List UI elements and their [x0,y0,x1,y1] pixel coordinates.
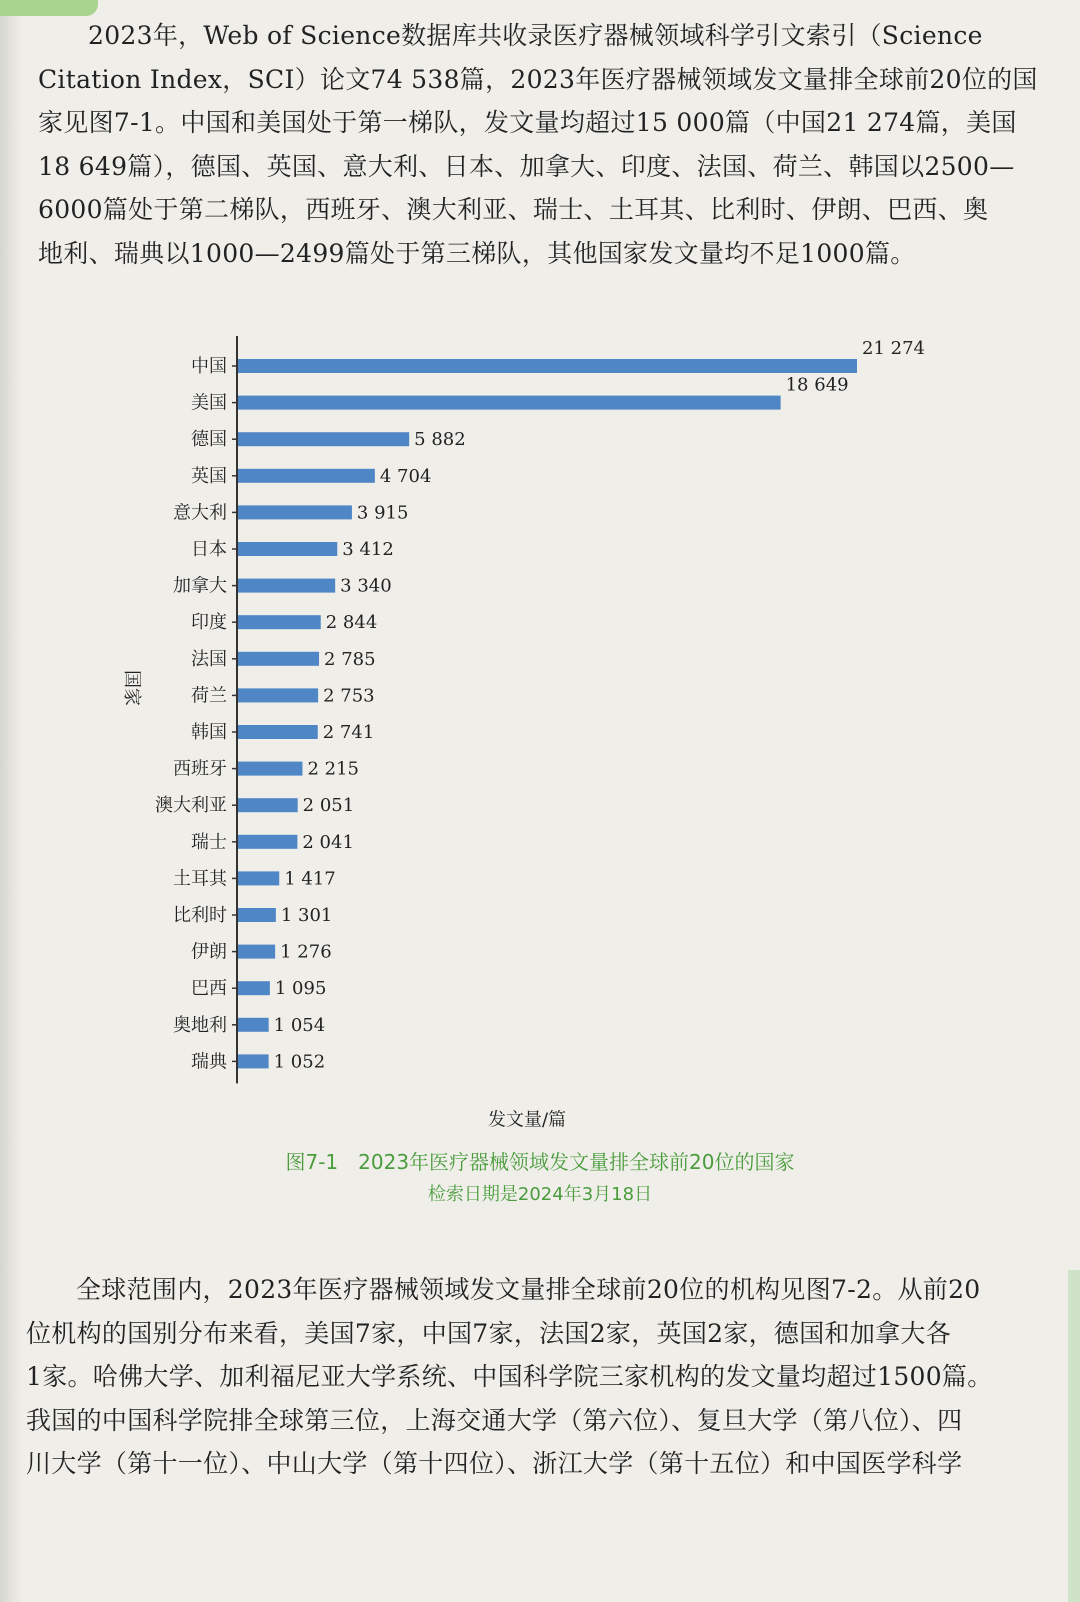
category-label: 西班牙 [173,758,227,780]
bar [238,542,337,556]
text-line: 18 649篇），德国、英国、意大利、日本、加拿大、印度、法国、荷兰、韩国以2500— [38,151,1015,181]
text-line: 地利、瑞典以1000—2499篇处于第三梯队，其他国家发文量均不足1000篇。 [38,238,916,268]
value-label: 2 785 [324,648,376,670]
text-line: 全球范围内，2023年医疗器械领域发文量排全球前20位的机构见图7-2。从前20 [76,1275,981,1304]
intro-paragraph [38,14,1038,275]
figure-caption-subtitle: 检索日期是2024年3月18日 [427,1184,653,1205]
bar [238,908,276,922]
category-label: 意大利 [173,502,227,524]
text-line: 位机构的国别分布来看，美国7家，中国7家，法国2家，英国2家，德国和加拿大各 [26,1318,952,1348]
text-line: 我国的中国科学院排全球第三位，上海交通大学（第六位）、复旦大学（第八位）、四 [26,1405,963,1435]
category-label: 土耳其 [173,868,227,890]
value-label: 2 051 [302,795,355,817]
category-label: 美国 [191,392,227,414]
category-label: 巴西 [191,978,227,1000]
y-axis-title: 国家 [121,670,142,706]
bar [238,1054,269,1068]
bar [238,615,321,629]
bar [238,579,335,593]
bar [238,469,375,483]
value-label: 4 704 [379,465,432,487]
value-label: 1 417 [284,868,336,890]
value-label: 2 215 [307,758,359,780]
category-label: 印度 [191,612,227,634]
value-label: 2 753 [323,685,375,707]
x-axis-title: 发文量/篇 [487,1109,567,1131]
category-label: 比利时 [173,905,227,926]
bar [238,359,857,373]
value-label: 3 412 [342,539,394,560]
category-label: 澳大利亚 [155,795,227,817]
bar [238,652,319,666]
category-label: 法国 [191,648,227,670]
value-label: 2 741 [322,722,375,743]
text-line: Citation Index，SCI）论文74 538篇，2023年医疗器械领域发文量排全球前20位的国 [38,64,1038,94]
category-label: 伊朗 [191,941,227,963]
category-label: 奥地利 [173,1014,227,1036]
bar [238,871,279,885]
category-label: 德国 [191,429,227,451]
text-line: 1家。哈佛大学、加利福尼亚大学系统、中国科学院三家机构的发文量均超过1500篇。 [26,1362,993,1391]
bar [238,432,409,446]
text-line: 2023年，Web of Science数据库共收录医疗器械领域科学引文索引（Science [88,21,983,50]
bar [238,945,275,959]
value-label: 1 095 [274,978,327,1000]
value-label: 1 301 [280,905,333,926]
text-line: 川大学（第十一位）、中山大学（第十四位）、浙江大学（第十五位）和中国医学科学 [26,1449,963,1478]
value-label: 1 276 [280,941,332,963]
value-label: 2 041 [302,831,354,853]
category-label: 中国 [191,356,227,377]
value-label: 1 054 [273,1014,326,1036]
category-label: 加拿大 [173,575,227,597]
bar [238,688,318,702]
category-label: 瑞士 [191,831,227,853]
bar [238,505,352,519]
value-label: 3 915 [356,502,409,524]
bar [238,725,318,739]
bar [238,835,297,849]
value-label: 2 844 [325,612,378,634]
value-label: 18 649 [785,374,849,396]
text-line: 6000篇处于第二梯队，西班牙、澳大利亚、瑞士、土耳其、比利时、伊朗、巴西、奥 [38,195,989,224]
page-edge-right [1068,1270,1080,1602]
category-label: 英国 [191,465,227,487]
value-label: 5 882 [414,429,466,451]
text-line: 家见图7-1。中国和美国处于第一梯队，发文量均超过15 000篇（中国21 274篇，美国 [38,108,1017,137]
category-label: 瑞典 [191,1051,227,1073]
category-label: 日本 [191,539,227,560]
category-label: 韩国 [191,722,227,743]
value-label: 21 274 [862,338,925,359]
figure-caption: 图7-1 2023年医疗器械领域发文量排全球前20位的国家 [285,1150,795,1174]
bar [238,396,781,410]
bar [238,798,298,812]
bar [238,762,302,776]
body-paragraph [26,1268,1046,1486]
category-label: 荷兰 [191,685,227,707]
value-label: 1 052 [273,1051,326,1073]
bar [238,1018,269,1032]
bar-chart [0,318,1080,1138]
value-label: 3 340 [340,575,392,597]
bar [238,981,270,995]
